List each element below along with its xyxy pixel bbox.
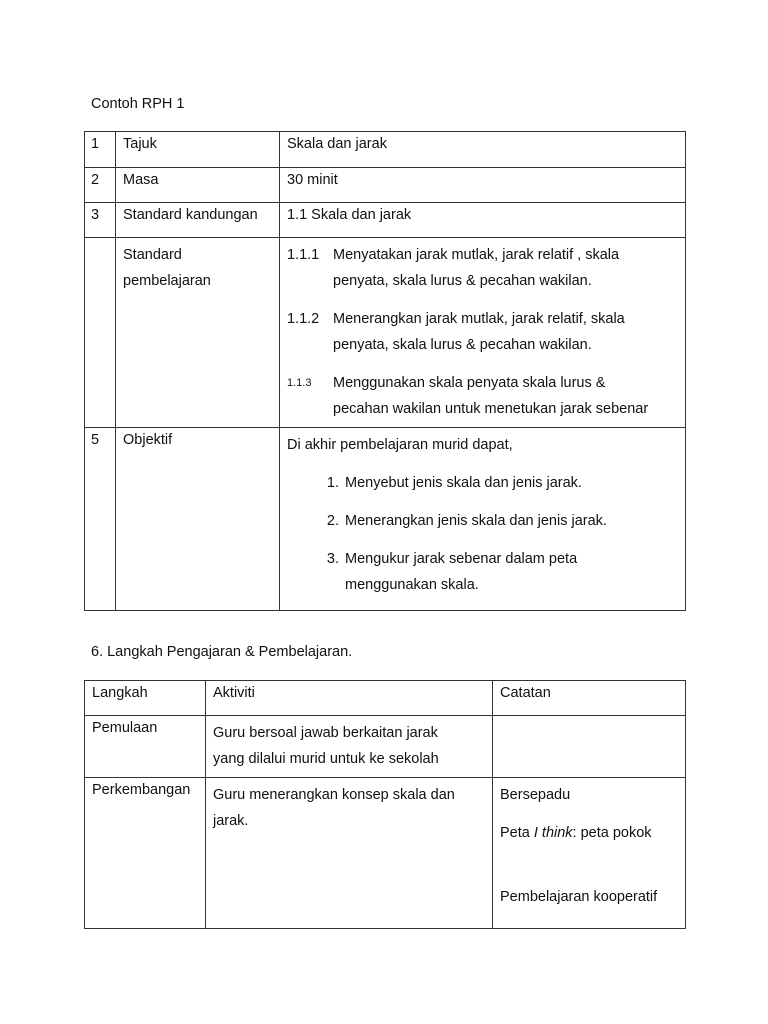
lesson-info-table <box>84 131 686 611</box>
row-label-masa: Masa <box>116 168 280 203</box>
row-value-standard-pembelajaran <box>280 238 686 428</box>
row-label-tajuk: Tajuk <box>116 132 280 168</box>
document-title: Contoh RPH 1 <box>91 96 185 112</box>
aktiviti-cell: Guru menerangkan konsep skala dan jarak. <box>206 778 493 929</box>
column-header-langkah: Langkah <box>85 681 206 716</box>
table-row <box>85 778 686 929</box>
list-item: 1. Menyebut jenis skala dan jenis jarak. <box>326 475 582 491</box>
row-number: 5 <box>85 428 116 611</box>
list-item: 1.1.2 Menerangkan jarak mutlak, jarak relatif, skala penyata, skala lurus & pecahan wakilan. <box>287 311 625 353</box>
row-value-masa: 30 minit <box>280 168 686 203</box>
table-row <box>85 168 686 203</box>
row-label-objektif: Objektif <box>116 428 280 611</box>
list-item: 1.1.1 Menyatakan jarak mutlak, jarak relatif , skala penyata, skala lurus & pecahan wakilan. <box>287 247 620 289</box>
row-value-tajuk: Skala dan jarak <box>280 132 686 168</box>
row-number: 3 <box>85 203 116 238</box>
table-row <box>85 132 686 168</box>
row-value-objektif: Di akhir pembelajaran murid dapat, 1. Menyebut jenis skala dan jenis jarak. 2. Menerangkan jenis skala dan jenis jarak. 3. Mengukur jarak sebenar dalam peta menggunakan skala. <box>280 428 686 611</box>
table-row <box>85 203 686 238</box>
table-row <box>85 716 686 778</box>
catatan-cell: Bersepadu Peta I think: peta pokok Pembelajaran kooperatif <box>493 778 686 929</box>
row-number-empty <box>85 238 116 428</box>
table-row <box>85 428 686 611</box>
row-number: 1 <box>85 132 116 168</box>
langkah-cell: Perkembangan <box>85 778 206 929</box>
list-item: 3. Mengukur jarak sebenar dalam peta menggunakan skala. <box>326 551 578 593</box>
list-item: 2. Menerangkan jenis skala dan jenis jarak. <box>326 513 607 529</box>
steps-table <box>84 680 686 929</box>
objective-list <box>287 470 685 598</box>
row-number: 2 <box>85 168 116 203</box>
row-value-standard-kandungan: 1.1 Skala dan jarak <box>280 203 686 238</box>
steps-heading: 6. Langkah Pengajaran & Pembelajaran. <box>91 644 353 660</box>
row-label-standard-pembelajaran: Standard pembelajaran <box>116 238 280 428</box>
aktiviti-cell: Guru bersoal jawab berkaitan jarak yang dilalui murid untuk ke sekolah <box>206 716 493 778</box>
row-label-standard-kandungan: Standard kandungan <box>116 203 280 238</box>
catatan-cell <box>493 716 686 778</box>
table-header-row <box>85 681 686 716</box>
list-item: 1.1.3 Menggunakan skala penyata skala lurus & pecahan wakilan untuk menetukan jarak sebenar <box>287 375 649 417</box>
column-header-catatan: Catatan <box>493 681 686 716</box>
catatan-peta-line: Peta I think: peta pokok <box>500 825 652 841</box>
column-header-aktiviti: Aktiviti <box>206 681 493 716</box>
table-row <box>85 238 686 428</box>
langkah-cell: Pemulaan <box>85 716 206 778</box>
